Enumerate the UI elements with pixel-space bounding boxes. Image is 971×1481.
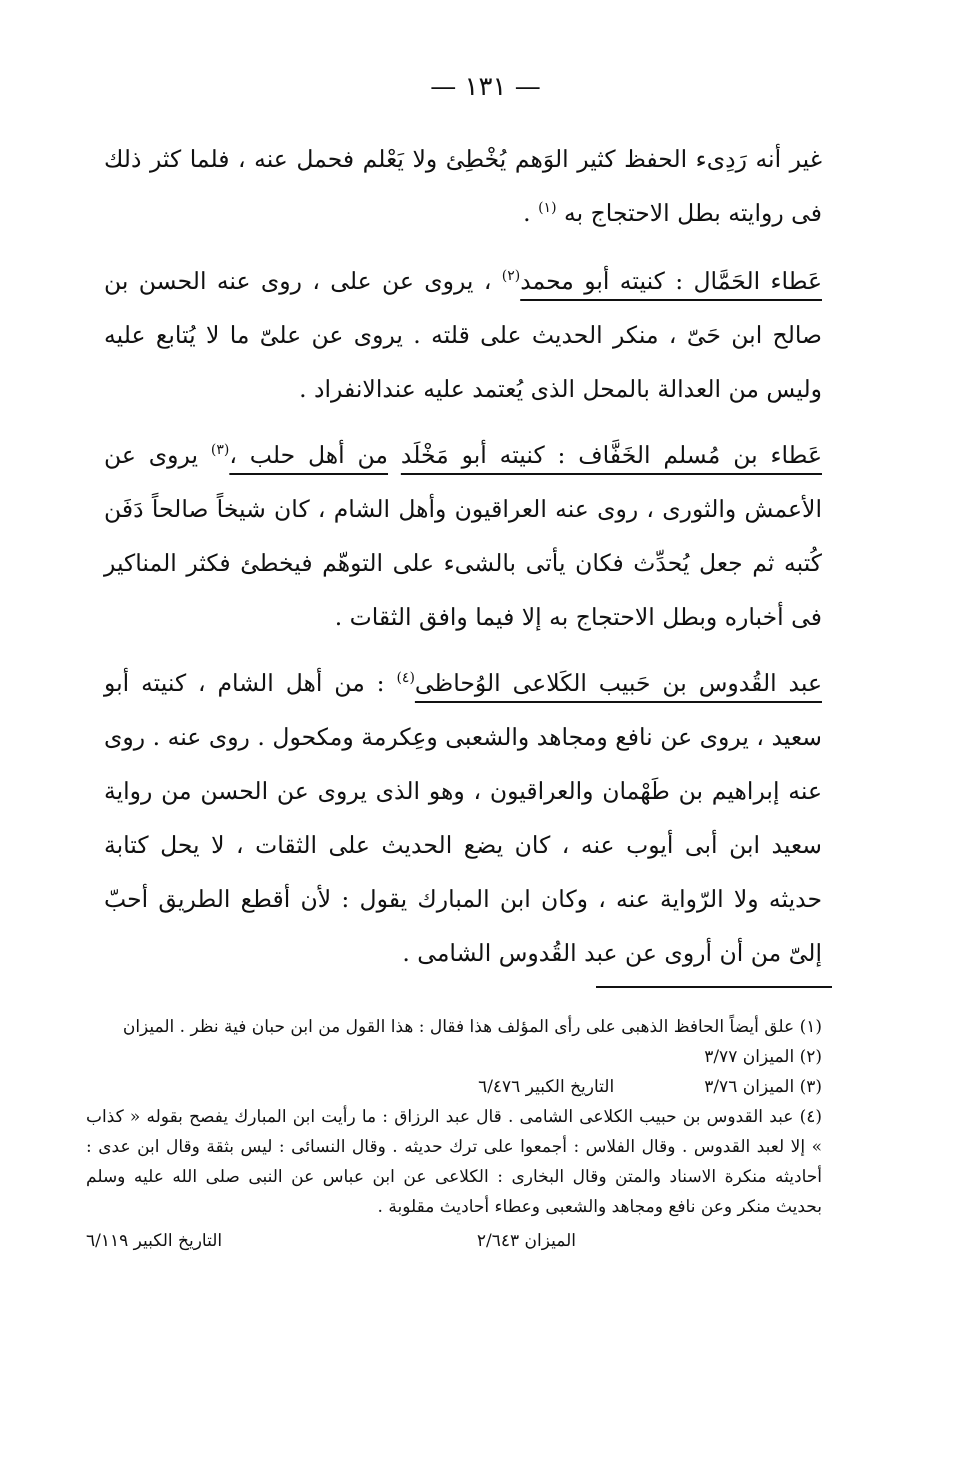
page-number: — ١٣١ — (430, 72, 541, 102)
entry-ata-ibn-muslim (104, 428, 822, 644)
entry-text: ، يروى عن على ، روى عنه الحسن بن صالح ابن حَىّ ، منكر الحديث على قلته . يروى عن علىّ ما لا يُتابع عليه وليس من العدالة بالمحل الذى يُعتمد عليه عندالانفراد . (104, 267, 822, 403)
entry-name: عَطاء الحَمَّال : كنيته أبو محمد (520, 267, 822, 295)
entry-name: عبد القُدوس بن حَبيب الكَلاعى الوُحاظى (414, 669, 822, 697)
footnote-4-source-1: الميزان ٢/٦٤٣ (476, 1231, 576, 1251)
footnote-3-source-2: التاريخ الكبير ٦/٤٧٦ (478, 1077, 615, 1097)
entry-name: عَطاء بن مُسلم الخَفَّاف : كنيته أبو مَخْلَد (400, 441, 822, 469)
paragraph-1 (104, 132, 822, 240)
entry-text: يروى عن الأعمش والثورى ، روى عنه العراقيون وأهل الشام ، كان شيخاً صالحاً دَفَن كُتبه ثم جعل يُحدِّث فكان يأتى بالشىء على التوهّم فيخطئ فكثر المناكير فى أخباره وبطل الاحتجاج به إلا فيما وافق الثقات . (104, 441, 822, 631)
footnote-4-source-2: التاريخ الكبير ٦/١١٩ (86, 1231, 223, 1251)
entry-text: : من أهل الشام ، كنيته أبو سعيد ، يروى عن نافع ومجاهد والشعبى وعِكرمة ومكحول . روى عنه . روى عنه إبراهيم بن طَهْمان والعراقيون ، وهو الذى يروى عن الحسن من رواية سعيد ابن أبى أيوب عنه ، كان يضع الحديث على الثقات ، لا يحل كتابة حديثه ولا الرّواية عنه ، وكان ابن المبارك يقول : لأن أقطع الطريق أحبّ إلىّ من أن أروى عن عبد القُدوس الشامى . (104, 669, 822, 967)
footnote-ref-2: (٢) (501, 268, 521, 285)
entry-ata-alhammal (104, 254, 822, 416)
footnote-3 (86, 1072, 822, 1102)
footnotes (86, 1012, 822, 1256)
footnote-separator (596, 986, 832, 988)
footnote-2: (٢) الميزان ٣/٧٧ (704, 1047, 822, 1067)
paragraph-1-text: غير أنه رَدِىء الحفظ كثير الوَهم يُخْطِئ ولا يَعْلم فحمل عنه ، فلما كثر ذلك فى روايته بطل الاحتجاج به (104, 145, 822, 227)
entry-name-continued: من أهل حلب ، (229, 441, 389, 469)
footnote-4: (٤) عبد القدوس بن حبيب الكلاعى الشامى . قال عبد الرزاق : ما رأيت ابن المبارك يفصح بقوله « كذاب » إلا لعبد القدوس . وقال الفلاس : أجمعوا على ترك حديثه . وقال النسائى : ليس بثقة وقال ابن عدى : أحاديثه منكرة الاسناد والمتن وقال البخارى : الكلاعى عن ابن عباس عن النبى صلى الله عليه وسلم بحديث منكر وعن نافع ومجاهد والشعبى وعطاء أحاديث مقلوبة . (86, 1107, 822, 1217)
footnote-ref-3: (٣) (210, 442, 230, 459)
footnote-3-source-1: (٣) الميزان ٣/٧٦ (704, 1077, 822, 1097)
main-text (104, 132, 822, 992)
footnote-1: (١) علق أيضاً الحافظ الذهبى على رأى المؤلف هذا فقال : هذا القول من ابن حبان فية نظر . الميزان (122, 1017, 822, 1037)
entry-abd-alquddus (104, 656, 822, 980)
footnote-ref-4: (٤) (396, 670, 415, 687)
footnote-ref-1: (١) (538, 200, 557, 217)
paragraph-1-end: . (523, 199, 531, 227)
footnote-4-sources (86, 1226, 822, 1256)
